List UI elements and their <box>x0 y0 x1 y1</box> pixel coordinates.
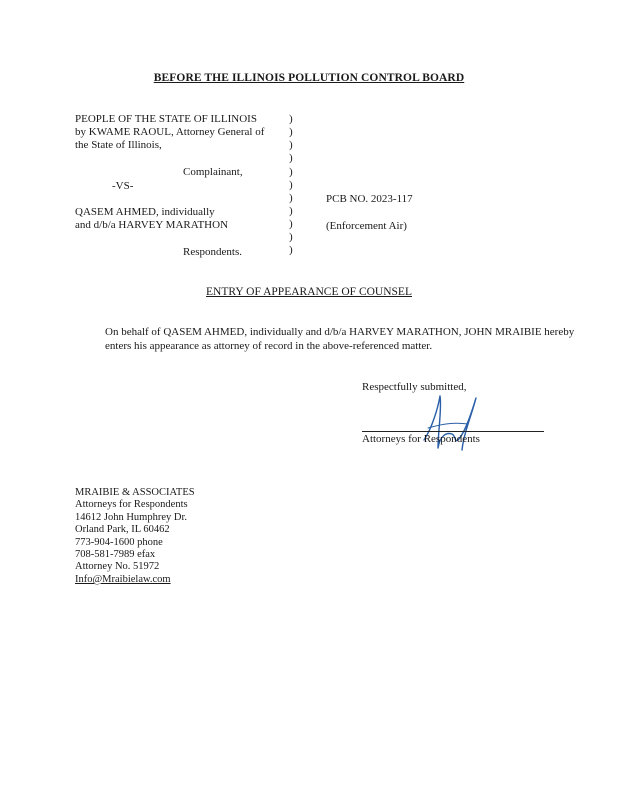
firm-attorney-number: Attorney No. 51972 <box>75 561 160 572</box>
closing-text: Respectfully submitted, <box>362 381 467 393</box>
plaintiff-line-1: PEOPLE OF THE STATE OF ILLINOIS <box>75 113 257 125</box>
paren: ) <box>289 152 293 165</box>
firm-fax: 708-581-7989 efax <box>75 549 156 560</box>
plaintiff-line-2: by KWAME RAOUL, Attorney General of <box>75 126 265 138</box>
plaintiff-line-3: the State of Illinois, <box>75 139 162 151</box>
signature-line <box>362 431 544 432</box>
paren: ) <box>289 191 293 204</box>
court-heading: BEFORE THE ILLINOIS POLLUTION CONTROL BOARD <box>153 72 465 84</box>
paren: ) <box>289 113 293 125</box>
caption-paren-column <box>289 113 299 258</box>
appearance-paragraph: On behalf of QASEM AHMED, individually and d/b/a HARVEY MARATHON, JOHN MRAIBIE hereby enters his appearance as attorney of record in the above-referenced matter. <box>105 326 575 352</box>
handwritten-signature <box>418 388 488 458</box>
firm-email-link[interactable]: Info@Mraibielaw.com <box>75 574 171 585</box>
complainant-label: Complainant, <box>183 166 243 178</box>
paren: ) <box>289 178 293 191</box>
firm-role: Attorneys for Respondents <box>75 499 188 510</box>
paren: ) <box>289 126 293 139</box>
section-title: ENTRY OF APPEARANCE OF COUNSEL <box>206 286 412 298</box>
case-type: (Enforcement Air) <box>326 220 407 232</box>
paren: ) <box>289 139 293 152</box>
paren: ) <box>289 218 293 231</box>
defendant-line-1: QASEM AHMED, individually <box>75 206 215 218</box>
firm-phone: 773-904-1600 phone <box>75 537 163 548</box>
paren: ) <box>289 165 293 178</box>
firm-address-2: Orland Park, IL 60462 <box>75 524 170 535</box>
paren: ) <box>289 204 293 217</box>
firm-name: MRAIBIE & ASSOCIATES <box>75 487 195 498</box>
versus-label: -VS- <box>112 180 134 192</box>
case-number: PCB NO. 2023-117 <box>326 193 413 205</box>
signer-title: Attorneys for Respondents <box>362 433 480 445</box>
firm-address-1: 14612 John Humphrey Dr. <box>75 512 187 523</box>
defendant-line-2: and d/b/a HARVEY MARATHON <box>75 219 229 231</box>
paren: ) <box>289 231 293 244</box>
respondents-label: Respondents. <box>183 246 242 258</box>
paren: ) <box>289 244 293 257</box>
